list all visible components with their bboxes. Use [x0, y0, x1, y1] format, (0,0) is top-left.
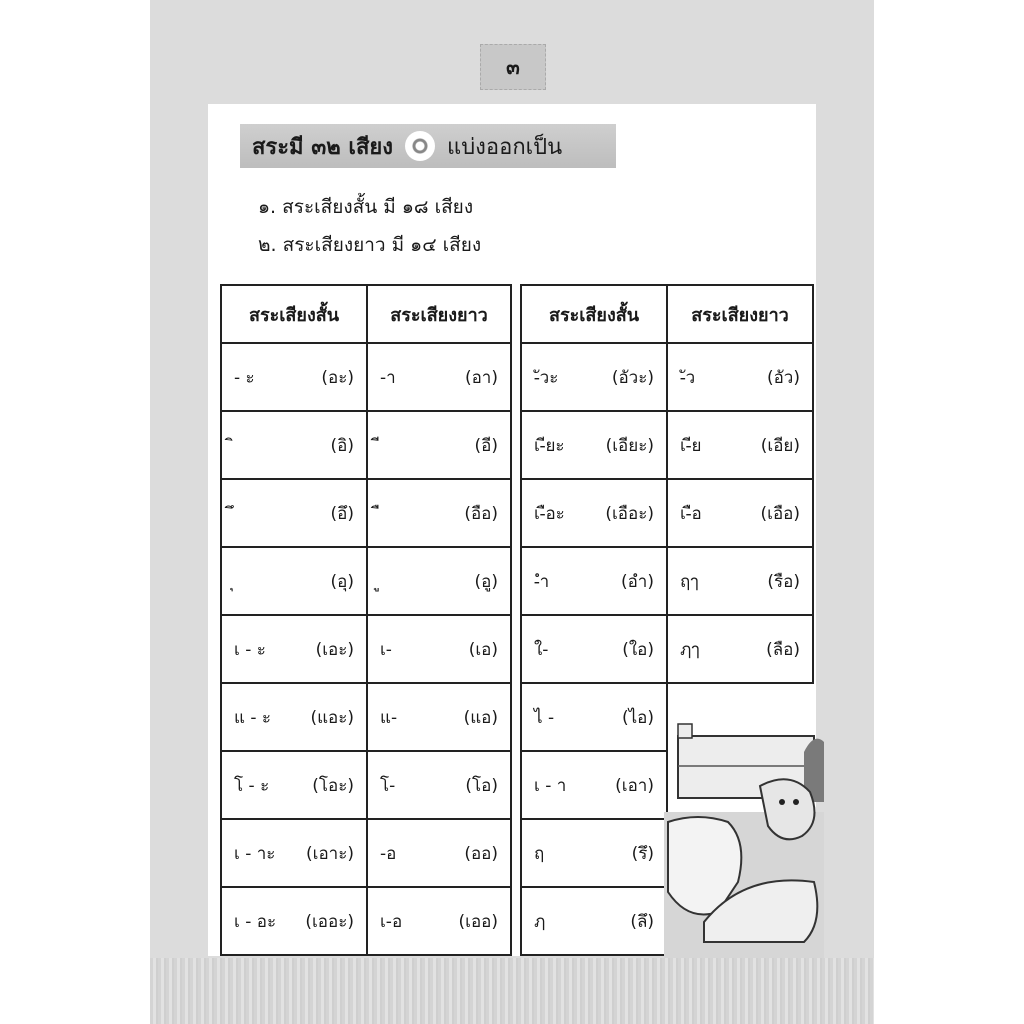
table-row — [221, 615, 511, 683]
vowel-symbol: เ-ือะ — [534, 503, 565, 524]
table-row — [221, 887, 511, 955]
vowel-name: (แอะ) — [310, 707, 354, 728]
vowel-name: (โอ) — [465, 775, 498, 796]
table-row — [221, 819, 511, 887]
vowel-symbol: ฦ — [534, 911, 546, 932]
vowel-symbol: -า — [380, 367, 396, 388]
vowel-cell — [667, 547, 813, 615]
table-row — [221, 547, 511, 615]
vowel-cell — [521, 547, 667, 615]
vowel-symbol: ไ - — [534, 707, 555, 728]
table-row — [221, 751, 511, 819]
vowel-cell — [367, 751, 511, 819]
vowel-cell — [521, 887, 667, 955]
vowel-symbol: เ - อะ — [234, 911, 277, 932]
vowel-name: (รือ) — [767, 571, 800, 592]
vowel-symbol: ใ- — [534, 639, 549, 660]
vowel-name: (อู) — [474, 571, 498, 592]
vowel-cell — [667, 343, 813, 411]
vowel-cell — [221, 479, 367, 547]
vowel-symbol: -ัวะ — [534, 367, 559, 388]
table-row — [221, 343, 511, 411]
vowel-name: (อึ) — [330, 503, 354, 524]
title-sub: แบ่งออกเป็น — [447, 134, 563, 160]
vowel-symbol: -อ — [380, 843, 397, 864]
table-row — [221, 683, 511, 751]
vowel-cell — [667, 615, 813, 683]
vowel-symbol: - ะ — [234, 367, 255, 388]
vowel-cell — [521, 683, 667, 751]
vowel-name: (รึ) — [631, 843, 654, 864]
cats-illustration — [664, 722, 824, 958]
vowel-name: (อุ) — [330, 571, 354, 592]
page-number: ๓ — [480, 44, 546, 90]
vowel-cell — [221, 887, 367, 955]
vowel-symbol: เ - าะ — [234, 843, 276, 864]
vowel-name: (ลึ) — [630, 911, 654, 932]
vowel-name: (เอา) — [615, 775, 654, 796]
vowel-name: (ใอ) — [622, 639, 654, 660]
vowel-symbol: เ-ือ — [680, 503, 702, 524]
vowel-cell — [221, 547, 367, 615]
vowel-symbol: -ำ — [534, 571, 550, 592]
vowel-cell — [521, 819, 667, 887]
vowel-name: (เอือะ) — [605, 503, 654, 524]
vowel-cell — [521, 479, 667, 547]
vowel-name: (อือ) — [464, 503, 498, 524]
vowel-table-left — [220, 284, 512, 956]
vowel-name: (เอียะ) — [605, 435, 654, 456]
vowel-symbol: เ-ีย — [680, 435, 702, 456]
vowel-name: (อัว) — [766, 367, 800, 388]
vowel-cell — [367, 683, 511, 751]
intro-line-short: ๑. สระเสียงสั้น มี ๑๘ เสียง — [258, 196, 474, 218]
vowel-symbol: เ - า — [534, 775, 567, 796]
vowel-name: (เออะ) — [305, 911, 354, 932]
column-header-long: สระเสียงยาว — [667, 285, 813, 343]
vowel-name: (โอะ) — [312, 775, 354, 796]
vowel-cell — [221, 615, 367, 683]
vowel-name: (อำ) — [620, 571, 654, 592]
vowel-name: (อี) — [474, 435, 498, 456]
grass-strip — [150, 958, 874, 1024]
column-header-long: สระเสียงยาว — [367, 285, 511, 343]
vowel-cell — [521, 615, 667, 683]
vowel-cell — [367, 819, 511, 887]
vowel-name: (เอาะ) — [306, 843, 354, 864]
vowel-symbol: แ- — [380, 707, 398, 728]
vowel-cell — [367, 615, 511, 683]
section-title — [240, 124, 616, 168]
vowel-cell — [667, 411, 813, 479]
vowel-name: (เอือ) — [760, 503, 800, 524]
intro-line-long: ๒. สระเสียงยาว มี ๑๔ เสียง — [258, 234, 482, 256]
vowel-symbol: -ัว — [680, 367, 696, 388]
table-row — [521, 343, 813, 411]
vowel-cell — [221, 683, 367, 751]
column-header-short: สระเสียงสั้น — [521, 285, 667, 343]
vowel-cell — [367, 887, 511, 955]
vowel-cell — [667, 479, 813, 547]
vowel-name: (ลือ) — [766, 639, 800, 660]
table-row — [521, 547, 813, 615]
table-row — [221, 411, 511, 479]
vowel-name: (เอ) — [468, 639, 498, 660]
vowel-symbol: ฦๅ — [680, 639, 700, 660]
vowel-name: (ออ) — [464, 843, 498, 864]
vowel-cell — [521, 751, 667, 819]
vowel-cell — [221, 411, 367, 479]
vowel-symbol: โ- — [380, 775, 396, 796]
table-row — [521, 411, 813, 479]
vowel-symbol: เ-อ — [380, 911, 403, 932]
flower-icon — [405, 131, 435, 161]
vowel-cell — [367, 411, 511, 479]
vowel-name: (อา) — [464, 367, 498, 388]
vowel-symbol: เ-ียะ — [534, 435, 565, 456]
vowel-name: (แอ) — [463, 707, 498, 728]
vowel-cell — [521, 343, 667, 411]
vowel-cell — [221, 819, 367, 887]
title-main: สระมี ๓๒ เสียง — [252, 134, 394, 160]
column-header-short: สระเสียงสั้น — [221, 285, 367, 343]
vowel-symbol: แ - ะ — [234, 707, 272, 728]
vowel-cell — [367, 479, 511, 547]
vowel-name: (ไอ) — [621, 707, 654, 728]
vowel-cell — [521, 411, 667, 479]
table-row — [521, 479, 813, 547]
vowel-name: (อิ) — [330, 435, 354, 456]
vowel-cell — [221, 751, 367, 819]
vowel-symbol: เ- — [380, 639, 392, 660]
vowel-cell — [367, 547, 511, 615]
table-row — [521, 615, 813, 683]
vowel-name: (เอะ) — [315, 639, 354, 660]
vowel-cell — [221, 343, 367, 411]
table-row — [221, 479, 511, 547]
vowel-symbol: ฤ — [534, 843, 545, 864]
vowel-name: (อัวะ) — [611, 367, 654, 388]
vowel-name: (เออ) — [458, 911, 498, 932]
vowel-name: (เอีย) — [760, 435, 800, 456]
vowel-name: (อะ) — [321, 367, 354, 388]
vowel-cell — [367, 343, 511, 411]
vowel-symbol: ฤๅ — [680, 571, 699, 592]
vowel-symbol: โ - ะ — [234, 775, 270, 796]
vowel-symbol: เ - ะ — [234, 639, 266, 660]
